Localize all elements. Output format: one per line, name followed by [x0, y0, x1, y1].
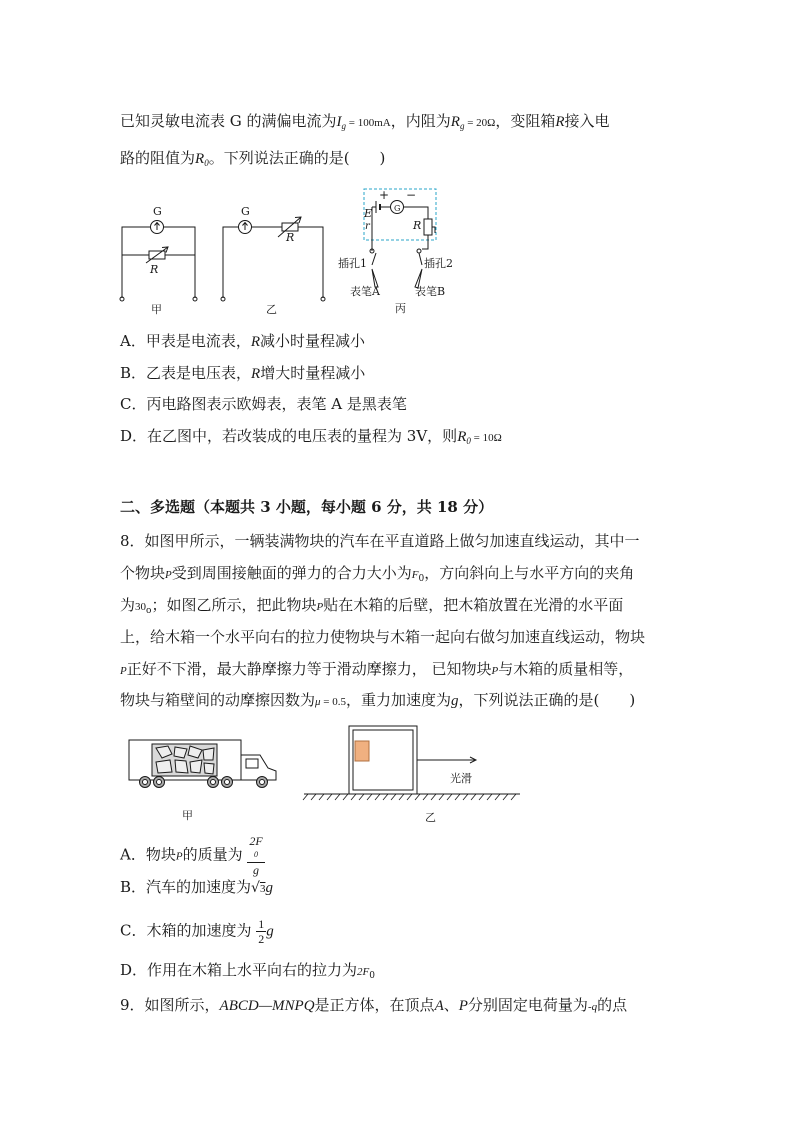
q7-option-b: B．乙表是电压表，R增大时量程减小: [120, 364, 366, 382]
q7-option-a: A．甲表是电流表，R减小时量程减小: [120, 332, 366, 350]
fraction-one-half: $\frac{1}{2}$: [258, 917, 265, 946]
svg-text:R: R: [286, 231, 295, 244]
rg-symbol: R: [450, 114, 460, 130]
svg-text:甲: 甲: [151, 303, 162, 316]
block-p-icon: [355, 741, 369, 761]
svg-text:表笔A: 表笔A: [350, 285, 380, 298]
svg-text:表笔B: 表笔B: [415, 285, 446, 298]
svg-text:甲: 甲: [182, 809, 193, 822]
q8-stem-line6: 物块与箱壁间的动摩擦因数为μ = 0.5，重力加速度为g，下列说法正确的是( ): [120, 691, 636, 709]
q8-stem-line3: 为$30_o$；如图乙所示，把此物块P贴在木箱的后壁，把木箱放置在光滑的水平面: [120, 596, 624, 616]
q8-figure: [120, 720, 530, 832]
svg-text:G: G: [394, 204, 401, 213]
q8-option-c: C．木箱的加速度为 $\frac{1}{2}$ g: [120, 917, 274, 946]
svg-text:光滑: 光滑: [450, 772, 472, 785]
svg-text:R: R: [413, 219, 422, 232]
svg-text:−: −: [406, 188, 417, 202]
resistor-bing-icon: [424, 219, 432, 235]
q9-stem-line1: 9．如图所示，ABCD—MNPQ是正方体，在顶点A、P分别固定电荷量为-q的点: [120, 996, 628, 1014]
q8-option-a: A．物块P的质量为 2F 0 g: [120, 834, 263, 877]
svg-text:r: r: [365, 221, 370, 232]
q7-stem-line2: 路的阻值为$R_0$。下列说法正确的是( ): [120, 149, 386, 168]
ig-symbol: I: [336, 114, 342, 130]
section-heading: 二、多选题（本题共 3 小题，每小题 6 分，共 18 分）: [120, 498, 494, 516]
svg-text:E: E: [364, 207, 373, 220]
svg-text:R: R: [150, 263, 159, 276]
q8-stem-line1: 8．如图甲所示，一辆装满物块的汽车在平直道路上做匀加速直线运动，其中一: [120, 532, 640, 550]
fraction-2f0-over-g: 2F 0 g: [249, 834, 263, 877]
q8-option-b: B．汽车的加速度为√3g: [120, 878, 273, 896]
q8-option-d: D．作用在木箱上水平向右的拉力为$2F_0$: [120, 961, 375, 981]
svg-text:G: G: [153, 205, 162, 218]
q7-option-d: D．在乙图中，若改装成的电压表的量程为 3V，则$R_0 = 10\Omega$: [120, 427, 502, 446]
q7-option-c: C．丙电路图表示欧姆表，表笔 A 是黑表笔: [120, 395, 407, 413]
svg-text:G: G: [241, 205, 250, 218]
svg-text:+: +: [379, 188, 390, 202]
q8-stem-line4: 上，给木箱一个水平向右的拉力使物块与木箱一起向右做匀加速直线运动，物块: [120, 628, 646, 646]
q7-circuit-figure: [110, 185, 453, 320]
q8-stem-line5: P正好不下滑，最大静摩擦力等于滑动摩擦力， 已知物块P与木箱的质量相等，: [120, 660, 634, 678]
q7-stem-line1: 已知灵敏电流表 G 的满偏电流为$I_g = 100mA$，内阻为$R_g = 20\Omega$，变阻箱R接入电: [120, 112, 610, 131]
svg-text:插孔1: 插孔1: [338, 257, 367, 270]
svg-text:插孔2: 插孔2: [424, 257, 453, 270]
svg-text:丙: 丙: [395, 302, 406, 315]
q8-stem-line2: 个物块P受到周围接触面的弹力的合力大小为$F_0$，方向斜向上与水平方向的夹角: [120, 564, 635, 584]
svg-text:乙: 乙: [266, 303, 277, 316]
sqrt-icon: √: [251, 880, 260, 896]
svg-text:乙: 乙: [425, 811, 436, 824]
